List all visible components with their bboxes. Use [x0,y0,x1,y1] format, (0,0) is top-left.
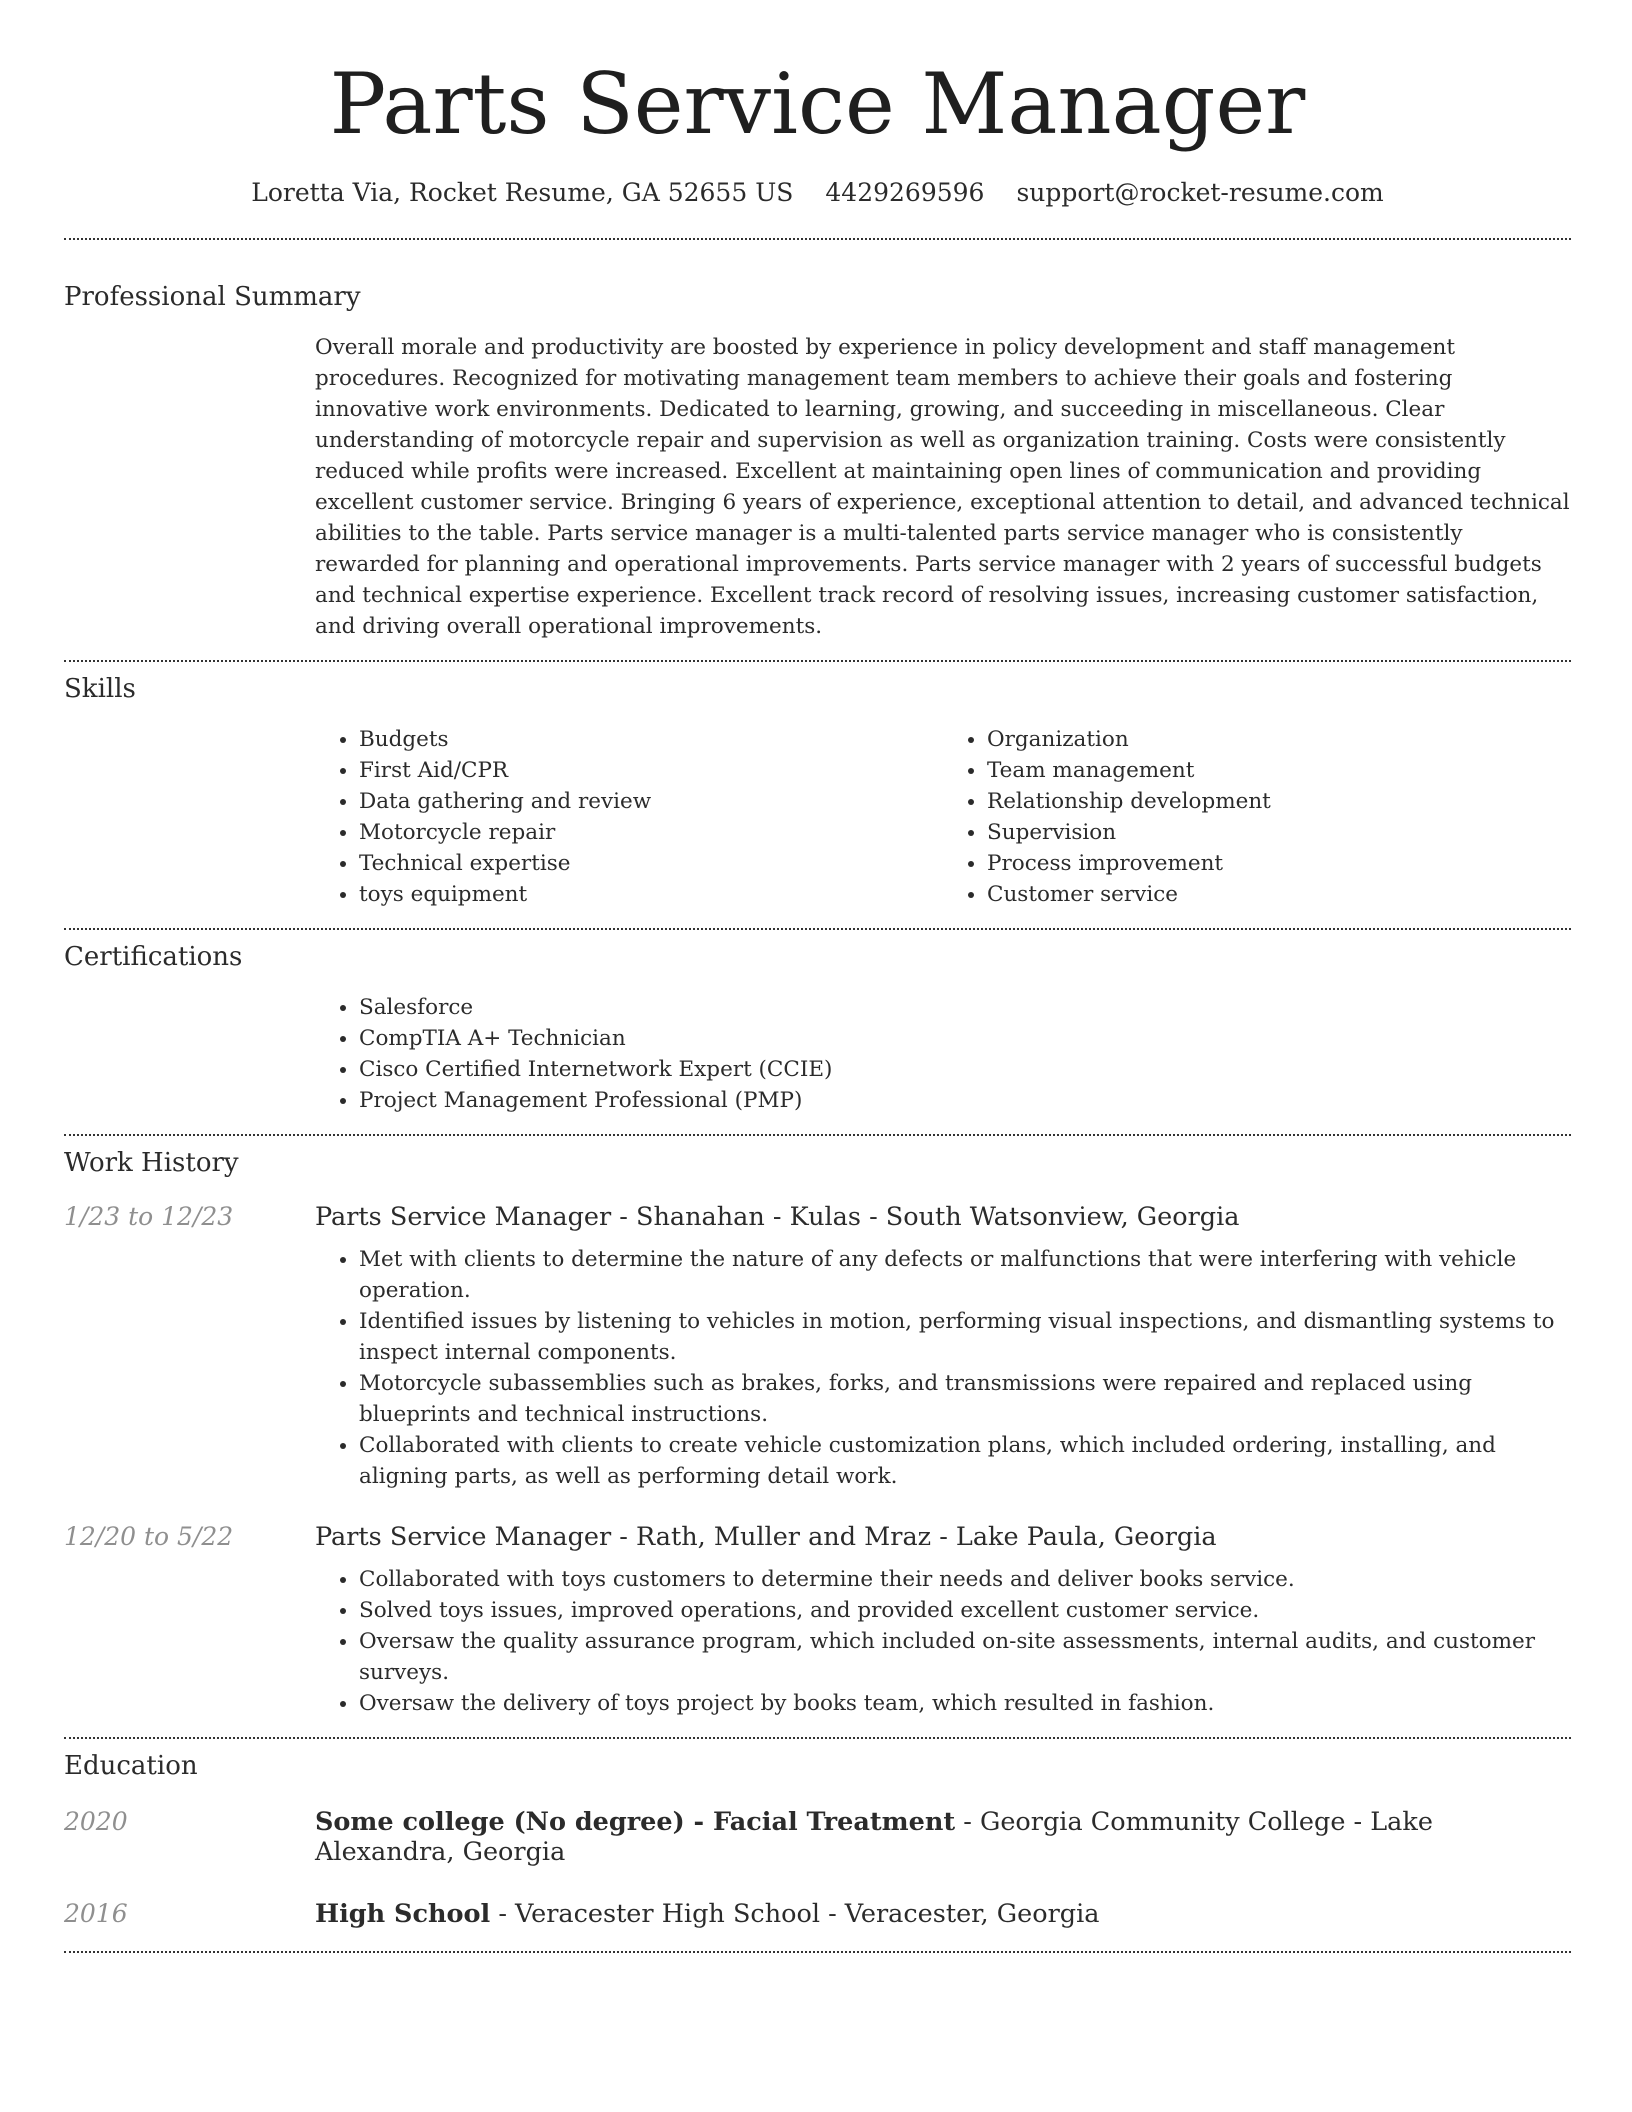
job-bullet: • Met with clients to determine the nature of any defects or malfunctions that were interfering with vehicle operation. [359,1244,1571,1306]
certifications-list [315,992,1571,1116]
skill-item: • Relationship development [987,786,1571,817]
job-dates: 12/20 to 5/22 [64,1522,234,1551]
education-degree: High School [315,1899,491,1929]
job-entry [64,1522,1571,1719]
skill-item: • Customer service [987,879,1571,910]
skill-item: • Supervision [987,817,1571,848]
contact-address: Loretta Via, Rocket Resume, GA 52655 US [251,178,794,207]
summary-block [315,332,1571,642]
education-entry [64,1899,1571,1929]
resume-page [64,0,1571,1953]
divider [64,1737,1571,1739]
education-detail [315,1899,1099,1929]
job-header [64,1202,1571,1232]
job-header [64,1522,1571,1552]
divider [64,1134,1571,1136]
skills-list [315,724,1571,910]
job-bullet: • Collaborated with clients to create vehicle customization plans, which included ordering, installing, and aligning parts, as well as performing detail work. [359,1430,1571,1492]
divider [64,660,1571,662]
job-bullet: • Solved toys issues, improved operations, and provided excellent customer service. [359,1595,1571,1626]
job-entry [64,1202,1571,1492]
job-dates: 1/23 to 12/23 [64,1202,234,1231]
section-heading-work: Work History [64,1148,239,1178]
job-title: Parts Service Manager - Rath, Muller and Mraz - Lake Paula, Georgia [315,1522,1217,1552]
skill-item: • Budgets [359,724,943,755]
skill-item: • Technical expertise [359,848,943,879]
certification-item: • Cisco Certified Internetwork Expert (CCIE) [359,1054,1571,1085]
section-heading-certifications: Certifications [64,942,243,972]
education-detail [315,1807,1571,1867]
certifications-block [315,992,1571,1116]
job-bullets [315,1244,1571,1492]
education-degree: Some college (No degree) - Facial Treatment [315,1807,956,1837]
job-bullet: • Oversaw the delivery of toys project by books team, which resulted in fashion. [359,1688,1571,1719]
job-title: Parts Service Manager - Shanahan - Kulas - South Watsonview, Georgia [315,1202,1240,1232]
job-bullets [315,1564,1571,1719]
skill-item: • Motorcycle repair [359,817,943,848]
certification-item: • Project Management Professional (PMP) [359,1085,1571,1116]
education-year: 2020 [64,1807,128,1836]
skill-item: • Data gathering and review [359,786,943,817]
skill-item: • Process improvement [987,848,1571,879]
education-year: 2016 [64,1899,128,1928]
education-school: - Veracester High School - Veracester, Georgia [490,1899,1100,1929]
section-heading-skills: Skills [64,674,136,704]
skills-column-right [943,724,1571,910]
resume-title: Parts Service Manager [329,55,1306,153]
job-bullet: • Identified issues by listening to vehicles in motion, performing visual inspections, and dismantling systems to inspect internal components. [359,1306,1571,1368]
education-school: - Georgia Community College - Lake Alexandra, Georgia [315,1807,1433,1867]
contact-phone: 4429269596 [825,178,985,207]
education-entry [64,1807,1571,1867]
section-heading-summary: Professional Summary [64,282,361,312]
divider [64,238,1571,240]
contact-line [64,176,1571,210]
certification-item: • CompTIA A+ Technician [359,1023,1571,1054]
job-bullet: • Oversaw the quality assurance program, which included on-site assessments, internal audits, and customer surveys. [359,1626,1571,1688]
skill-item: • Organization [987,724,1571,755]
summary-text: Overall morale and productivity are boosted by experience in policy development and staff management procedures. Recognized for motivating management team members to achieve their goals and fostering innovative work environments. Dedicated to learning, growing, and succeeding in miscellaneous. Clear understanding of motorcycle repair and supervision as well as organization training. Costs were consistently reduced while profits were increased. Excellent at maintaining open lines of communication and providing excellent customer service. Bringing 6 years of experience, exceptional attention to detail, and advanced technical abilities to the table. Parts service manager is a multi-talented parts service manager who is consistently rewarded for planning and operational improvements. Parts service manager with 2 years of successful budgets and technical expertise experience. Excellent track record of resolving issues, increasing customer satisfaction, and driving overall operational improvements. [315,335,1570,639]
divider [64,1951,1571,1953]
section-heading-education: Education [64,1751,198,1781]
divider [64,928,1571,930]
skill-item: • First Aid/CPR [359,755,943,786]
job-duties [315,1564,1571,1719]
certification-item: • Salesforce [359,992,1571,1023]
contact-email: support@rocket-resume.com [1016,178,1384,207]
skill-item: • toys equipment [359,879,943,910]
skill-item: • Team management [987,755,1571,786]
job-duties [315,1244,1571,1492]
job-bullet: • Collaborated with toys customers to determine their needs and deliver books service. [359,1564,1571,1595]
skills-column-left [315,724,943,910]
job-bullet: • Motorcycle subassemblies such as brakes, forks, and transmissions were repaired and replaced using blueprints and technical instructions. [359,1368,1571,1430]
